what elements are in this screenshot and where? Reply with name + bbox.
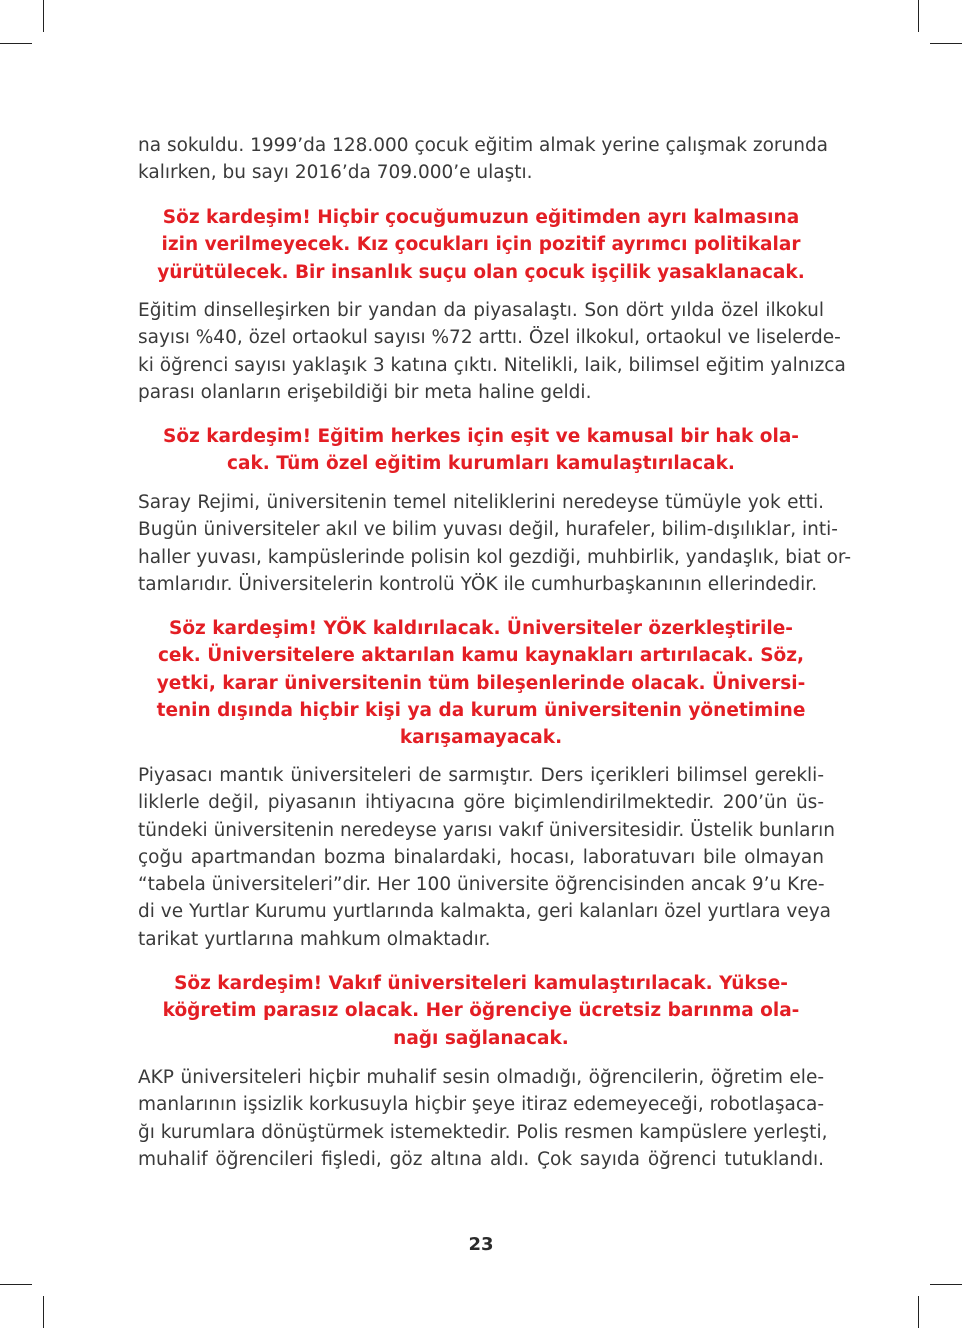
text-line: Eğitim dinselleşirken bir yandan da piyasalaştı. Son dört yılda özel ilkokul [138, 300, 824, 321]
text-line: ğı kurumlara dönüştürmek istemektedir. Polis resmen kampüslere yerleşti, [138, 1121, 828, 1143]
text-line: “tabela üniversiteleri”dir. Her 100 üniversite öğrencisinden ancak 9’u Kre- [138, 874, 825, 896]
promise-line: nağı sağlanacak. [393, 1027, 569, 1049]
text-line: Piyasacı mantık üniversiteleri de sarmıştır. Ders içerikleri bilimsel gerekli- [138, 765, 824, 786]
promise-line: tenin dışında hiçbir kişi ya da kurum üniversitenin yönetimine [156, 699, 806, 721]
text-line: liklerle değil, piyasanın ihtiyacına göre biçimlendirilmektedir. 200’ün üs- [138, 792, 824, 814]
promise-line: Söz kardeşim! Vakıf üniversiteleri kamulaştırılacak. Yükse- [174, 973, 788, 994]
page-number: 23 [468, 1234, 494, 1255]
text-line: haller yuvası, kampüslerinde polisin kol gezdiği, muhbirlik, yandaşlık, biat or- [138, 546, 852, 568]
promise-equal-education [138, 423, 824, 478]
promise-line: izin verilmeyecek. Kız çocukları için pozitif ayrımcı politikalar [161, 234, 801, 256]
body-paragraph-akp-universities [138, 1064, 828, 1173]
promise-line: yetki, karar üniversitenin tüm bileşenlerinde olacak. Üniversi- [156, 672, 806, 694]
text-line: AKP üniversiteleri hiçbir muhalif sesin olmadığı, öğrencilerin, öğretim ele- [138, 1067, 824, 1088]
body-paragraph-market-logic [138, 762, 835, 953]
crop-mark-bottom-right-vertical [918, 1296, 919, 1328]
crop-mark-top-left-horizontal [0, 43, 32, 44]
text-line: çoğu apartmandan bozma binalardaki, hocası, laboratuvarı bile olmayan [138, 846, 824, 868]
promise-line: Söz kardeşim! Eğitim herkes için eşit ve kamusal bir hak ola- [163, 426, 799, 447]
crop-mark-top-right-horizontal [930, 43, 962, 44]
crop-mark-top-right-vertical [918, 0, 919, 32]
crop-mark-bottom-right-horizontal [930, 1284, 962, 1285]
text-line: sayısı %40, özel ortaokul sayısı %72 arttı. Özel ilkokul, ortaokul ve liselerde- [138, 327, 841, 349]
promise-line: cek. Üniversitelere aktarılan kamu kaynakları artırılacak. Söz, [157, 645, 805, 667]
crop-mark-top-left-vertical [43, 0, 44, 32]
text-line: Bugün üniversiteler akıl ve bilim yuvası değil, hurafeler, bilim-dışılıklar, inti- [138, 519, 838, 541]
text-line: di ve Yurtlar Kurumu yurtlarında kalmakta, geri kalanları özel yurtlara veya [138, 901, 831, 923]
promise-line: yürütülecek. Bir insanlık suçu olan çocuk işçilik yasaklanacak. [157, 261, 805, 283]
text-line: ki öğrenci sayısı yaklaşık 3 katına çıktı. Nitelikli, laik, bilimsel eğitim yalnızca [138, 354, 846, 376]
text-line: muhalif öğrencileri fişledi, göz altına aldı. Çok sayıda öğrenci tutuklandı. [138, 1148, 824, 1170]
text-line: manlarının işsizlik korkusuyla hiçbir şeye itiraz edemeyeceği, robotlaşaca- [138, 1094, 825, 1116]
text-line: tamlarıdır. Üniversitelerin kontrolü YÖK ile cumhurbaşkanının ellerindedir. [138, 573, 818, 595]
body-paragraph-saray-regime [138, 489, 852, 598]
promise-line: köğretim parasız olacak. Her öğrenciye ücretsiz barınma ola- [162, 1000, 800, 1022]
crop-mark-bottom-left-horizontal [0, 1284, 32, 1285]
promise-line: Söz kardeşim! YÖK kaldırılacak. Üniversiteler özerkleştirile- [169, 618, 793, 639]
text-line: tündeki üniversitenin neredeyse yarısı vakıf üniversitesidir. Üstelik bunların [138, 819, 835, 841]
body-paragraph-child-labor [138, 132, 829, 187]
promise-foundation-universities [138, 970, 824, 1052]
promise-yok-abolished [138, 615, 824, 751]
text-line: na sokuldu. 1999’da 128.000 çocuk eğitim almak yerine çalışmak zorunda [138, 135, 829, 156]
promise-child-education [138, 204, 824, 286]
promise-line: karışamayacak. [399, 727, 563, 749]
text-line: tarikat yurtlarına mahkum olmaktadır. [138, 928, 491, 950]
promise-line: Söz kardeşim! Hiçbir çocuğumuzun eğitimden ayrı kalmasına [162, 207, 800, 228]
text-line: parası olanların erişebildiği bir meta haline geldi. [138, 381, 592, 403]
text-line: Saray Rejimi, üniversitenin temel niteliklerini neredeyse tümüyle yok etti. [138, 492, 824, 513]
crop-mark-bottom-left-vertical [43, 1296, 44, 1328]
text-line: kalırken, bu sayı 2016’da 709.000’e ulaştı. [138, 162, 533, 184]
body-paragraph-privatization [138, 297, 846, 406]
promise-line: cak. Tüm özel eğitim kurumları kamulaştırılacak. [227, 453, 735, 475]
